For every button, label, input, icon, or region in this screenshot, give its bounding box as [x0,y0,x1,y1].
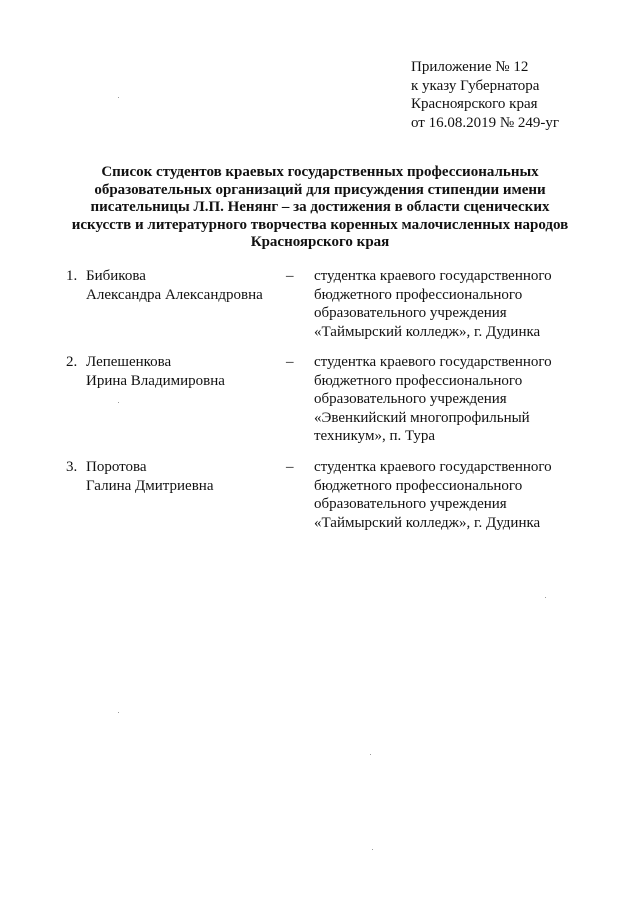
student-description [314,353,604,446]
student-surname: Бибикова [86,268,146,284]
student-name [86,267,286,304]
description-line: «Эвенкийский многопрофильный [314,409,530,426]
description-line: студентка краевого государственного [314,354,552,370]
entry-dash: – [286,459,294,475]
student-given-names: Александра Александровна [86,286,263,303]
description-line: «Таймырский колледж», г. Дудинка [314,514,541,531]
appendix-line: от 16.08.2019 № 249-уг [411,114,560,131]
student-name [86,458,286,495]
description-line: образовательного учреждения [314,305,507,321]
title-line: образовательных организаций для присуждения стипендии имени [94,181,546,198]
title-line: Красноярского края [250,234,390,251]
description-line: студентка краевого государственного [314,459,552,475]
scan-speck [372,849,373,850]
scan-speck [118,402,119,403]
student-given-names: Галина Дмитриевна [86,477,214,494]
description-line: образовательного учреждения [314,496,507,512]
student-given-names: Ирина Владимировна [86,372,225,389]
entry-number: 1. [66,268,78,284]
student-surname: Поротова [86,459,147,475]
title-line: Список студентов краевых государственных профессиональных [101,164,539,180]
student-description [314,267,604,341]
entry-number: 3. [66,459,78,475]
description-line: бюджетного профессионального [314,286,523,303]
scan-speck [545,597,546,598]
student-description [314,458,604,532]
appendix-line: Красноярского края [411,96,538,112]
student-surname: Лепешенкова [86,354,172,370]
document-title [52,164,588,252]
description-line: бюджетного профессионального [314,477,523,494]
entry-dash: – [286,354,294,370]
entry-dash: – [286,268,294,284]
appendix-line: к указу Губернатора [411,77,540,94]
description-line: бюджетного профессионального [314,372,523,389]
appendix-line: Приложение № 12 [411,59,529,75]
scan-speck [370,754,371,755]
entry-number: 2. [66,354,78,370]
scan-speck [118,712,119,713]
title-line: искусств и литературного творчества коренных малочисленных народов [71,216,569,233]
description-line: «Таймырский колледж», г. Дудинка [314,323,541,340]
description-line: техникум», п. Тура [314,428,436,444]
description-line: образовательного учреждения [314,391,507,407]
appendix-reference [411,58,621,132]
title-line: писательницы Л.П. Ненянг – за достижения в области сценических [90,199,550,216]
student-name [86,353,286,390]
scan-speck [118,97,119,98]
description-line: студентка краевого государственного [314,268,552,284]
